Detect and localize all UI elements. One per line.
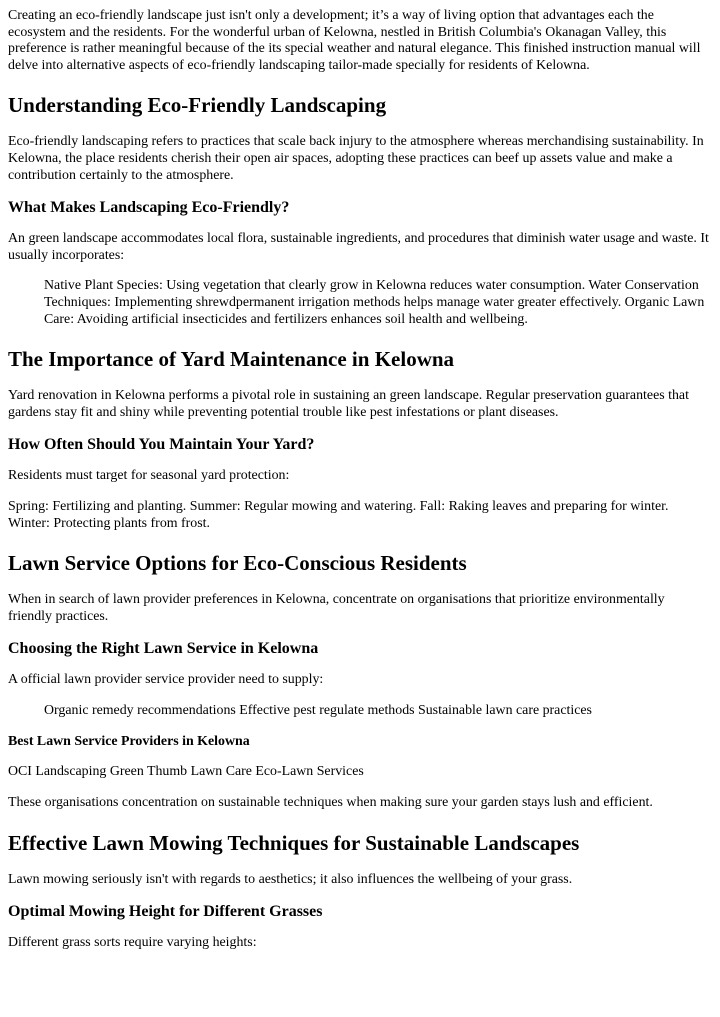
section-paragraph: Eco-friendly landscaping refers to practices that scale back injury to the atmosphere whereas merchandising sustainability. In Kelowna, the place residents cherish their open air spaces, adopting these practices can beef up assets value and make a contribution certainly to the atmosphere. (8, 134, 704, 183)
providers-paragraph: OCI Landscaping Green Thumb Lawn Care Eco-Lawn Services (8, 764, 364, 780)
seasons-paragraph: Spring: Fertilizing and planting. Summer: Regular mowing and watering. Fall: Raking leaves and preparing for winter. Winter: Protecting plants from frost. (8, 498, 669, 531)
subheading-mowing-height: Optimal Mowing Height for Different Grasses (8, 903, 323, 921)
section-paragraph: Residents must target for seasonal yard protection: (8, 468, 290, 484)
intro-paragraph: Creating an eco-friendly landscape just isn't only a development; it’s a way of living option that advantages each the ecosystem and the residents. For the wonderful urban of Kelowna, nestled in British Columbia's Okanagan Valley, this preference is rather meaningful because of the its special weather and natural elegance. This finished instruction manual will delve into alternative aspects of eco-friendly landscaping tailor-made specially for residents of Kelowna. (8, 8, 701, 73)
section-paragraph: An green landscape accommodates local flora, sustainable ingredients, and procedures that diminish water usage and waste. It usually incorporates: (8, 231, 709, 263)
subheading-what-makes: What Makes Landscaping Eco-Friendly? (8, 199, 290, 217)
section-heading-importance: The Importance of Yard Maintenance in Kelowna (8, 347, 455, 372)
subheading-choosing: Choosing the Right Lawn Service in Kelowna (8, 640, 319, 658)
section-paragraph: Different grass sorts require varying heights: (8, 935, 257, 951)
subheading-best-providers: Best Lawn Service Providers in Kelowna (8, 734, 250, 750)
requirements-quote: Organic remedy recommendations Effective pest regulate methods Sustainable lawn care practices (44, 702, 592, 718)
section-paragraph: Yard renovation in Kelowna performs a pivotal role in sustaining an green landscape. Regular preservation guarantees that gardens stay fit and shiny while preventing potential trouble like pest infestations or plant diseases. (8, 388, 689, 420)
section-paragraph: Lawn mowing seriously isn't with regards to aesthetics; it also influences the wellbeing of your grass. (8, 871, 573, 887)
subheading-how-often: How Often Should You Maintain Your Yard? (8, 436, 315, 454)
practices-quote: Native Plant Species: Using vegetation that clearly grow in Kelowna reduces water consumption. Water Conservation Techniques: Implementing shrewdpermanent irrigation methods helps manage water greater effectively. Organic Lawn Care: Avoiding artificial insecticides and fertilizers enhances soil health and wellbeing. (44, 278, 705, 327)
section-paragraph: A official lawn provider service provider need to supply: (8, 672, 324, 688)
section-heading-mowing: Effective Lawn Mowing Techniques for Sustainable Landscapes (8, 830, 580, 855)
section-paragraph: When in search of lawn provider preferences in Kelowna, concentrate on organisations that prioritize environmentally friendly practices. (8, 592, 665, 624)
section-heading-lawn-service: Lawn Service Options for Eco-Conscious Residents (8, 551, 467, 576)
section-paragraph: These organisations concentration on sustainable techniques when making sure your garden stays lush and efficient. (8, 795, 653, 811)
section-heading-understanding: Understanding Eco-Friendly Landscaping (8, 93, 387, 118)
